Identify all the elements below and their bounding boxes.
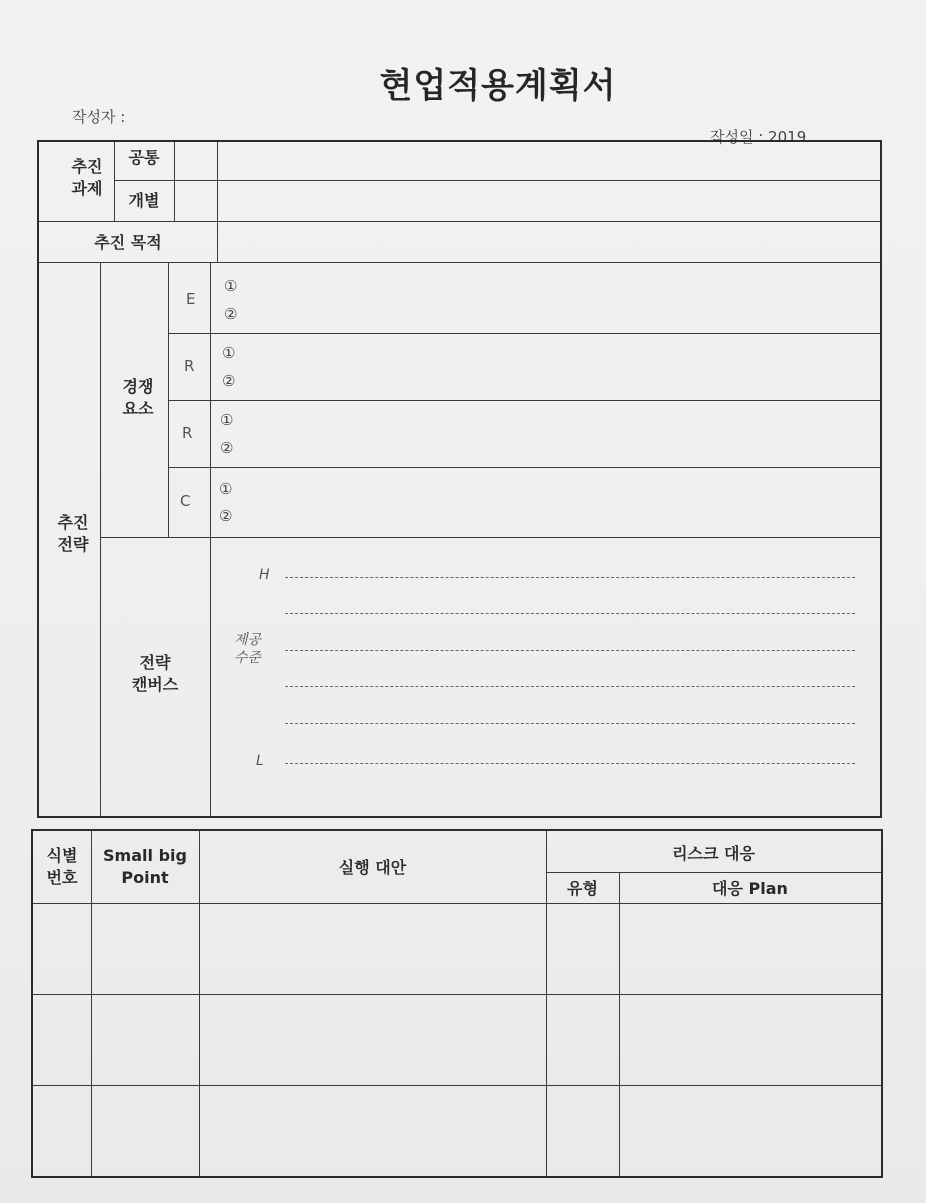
task-label: 추진 과제 — [71, 157, 103, 198]
row-divider — [33, 994, 881, 995]
errc-letter-e: E — [186, 290, 196, 308]
errc-letter-r: R — [182, 424, 193, 442]
id-header: 식별 번호 — [46, 846, 78, 887]
col-divider — [100, 262, 101, 816]
canvas-level-line — [285, 577, 855, 578]
canvas-level-line — [285, 723, 855, 724]
row-divider — [39, 221, 880, 222]
canvas-level-line — [285, 613, 855, 614]
errc-letter-c: C — [180, 492, 191, 510]
strategy-label: 추진 전략 — [57, 513, 89, 554]
row-divider — [39, 262, 880, 263]
row-divider — [33, 1085, 881, 1086]
document-title: 현업적용계획서 — [379, 66, 617, 106]
type-header: 유형 — [567, 879, 598, 898]
errc-item: ① — [222, 344, 236, 362]
canvas-label: 전략 캔버스 — [131, 653, 179, 694]
individual-label: 개별 — [128, 191, 160, 210]
errc-letter-r: R — [184, 357, 195, 375]
canvas-high-label: H — [259, 567, 270, 583]
errc-item: ① — [219, 480, 233, 498]
date-label: 작성일 : 2019. . . — [710, 128, 831, 146]
common-label: 공통 — [128, 148, 160, 167]
col-divider — [168, 262, 169, 537]
canvas-level-line — [285, 763, 855, 764]
col-divider — [199, 831, 200, 1176]
writer-label: 작성자 : — [72, 108, 126, 126]
row-divider — [100, 537, 880, 538]
plan-header: 대응 Plan — [712, 879, 788, 898]
row-divider — [168, 333, 880, 334]
col-divider — [217, 142, 218, 262]
row-divider — [168, 467, 880, 468]
row-divider — [33, 903, 881, 904]
col-divider — [210, 262, 211, 816]
errc-item: ① — [224, 277, 238, 295]
competition-label: 경쟁 요소 — [122, 377, 154, 418]
errc-item: ② — [220, 439, 234, 457]
errc-item: ① — [220, 411, 234, 429]
col-divider — [619, 872, 620, 1176]
errc-item: ② — [224, 305, 238, 323]
row-divider — [114, 180, 880, 181]
errc-item: ② — [219, 507, 233, 525]
errc-item: ② — [222, 372, 236, 390]
canvas-axis-label: 제공 수준 — [234, 632, 262, 666]
point-header: Small big Point — [103, 846, 187, 887]
canvas-level-line — [285, 650, 855, 651]
row-divider — [168, 400, 880, 401]
risk-header: 리스크 대응 — [672, 844, 755, 863]
alternative-header: 실행 대안 — [338, 858, 407, 877]
canvas-low-label: L — [256, 753, 264, 769]
row-divider — [546, 872, 881, 873]
canvas-level-line — [285, 686, 855, 687]
col-divider — [174, 142, 175, 221]
purpose-label: 추진 목적 — [94, 233, 162, 252]
